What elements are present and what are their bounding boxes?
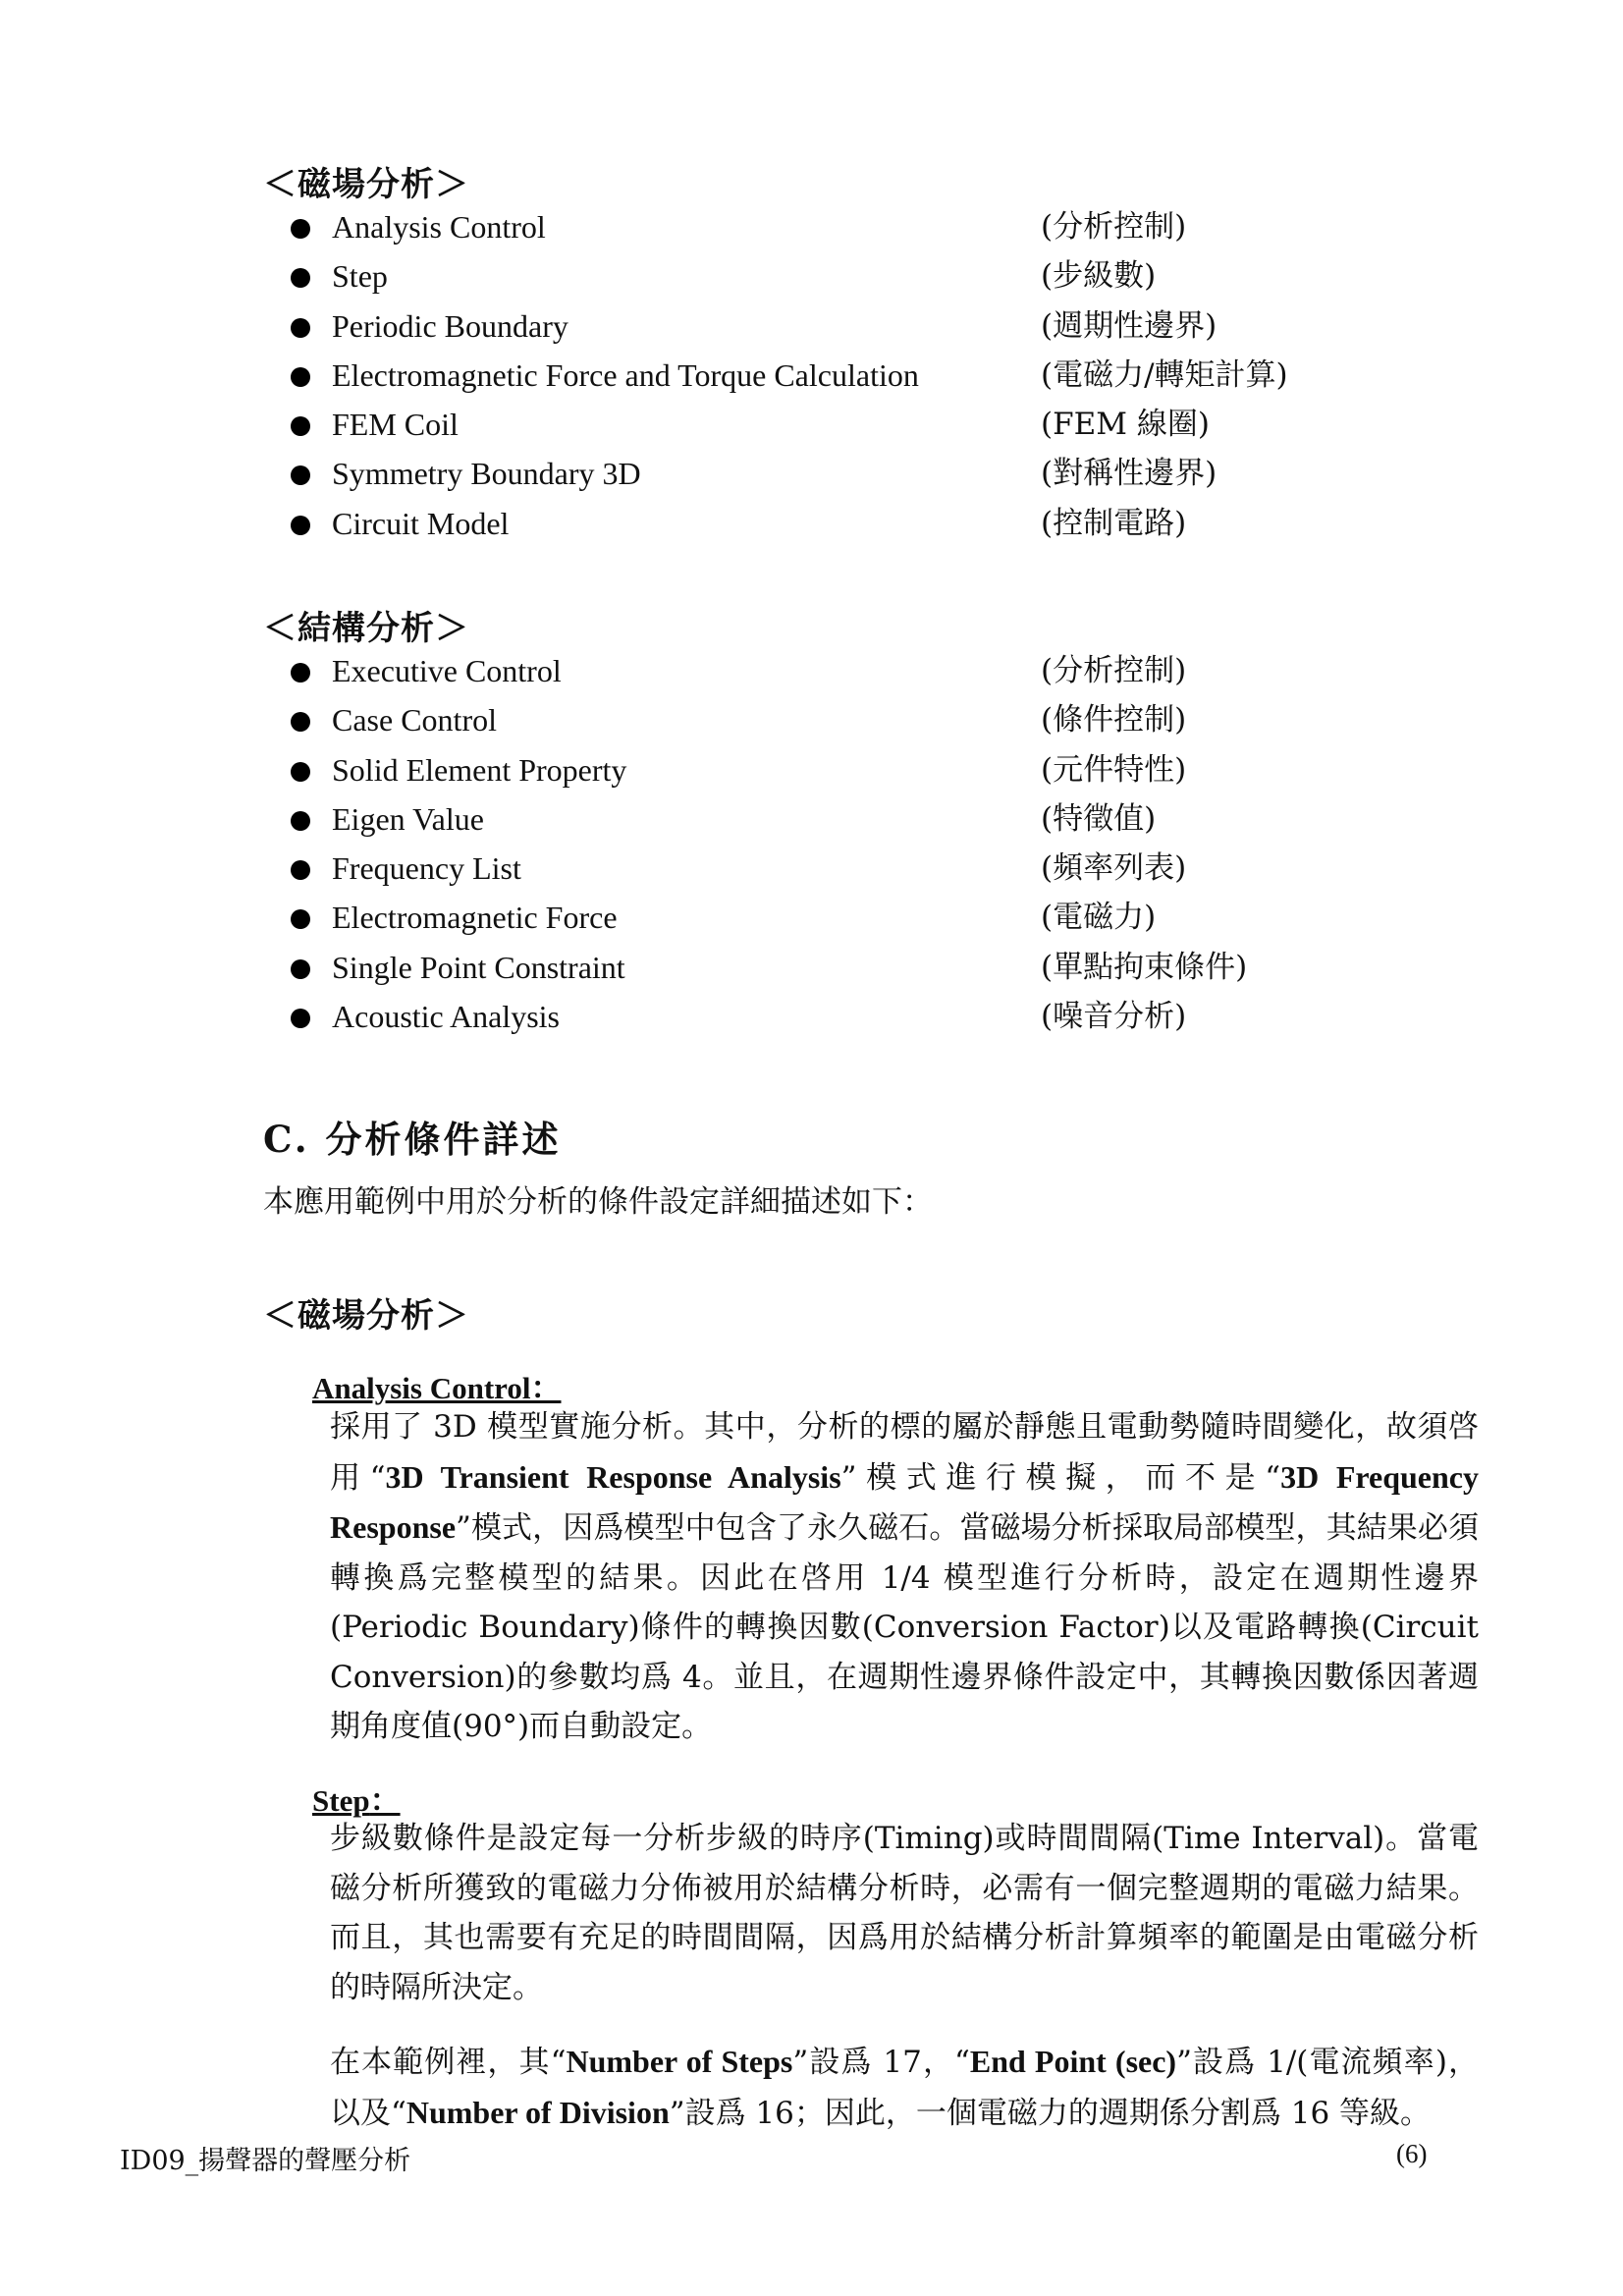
item-english: Executive Control xyxy=(332,653,562,688)
item-chinese: (步級數) xyxy=(1041,258,1157,295)
bullet-icon xyxy=(291,516,310,535)
list-item xyxy=(291,844,1371,893)
item-english: Electromagnetic Force xyxy=(332,900,618,936)
item-chinese: (對稱性邊界) xyxy=(1041,456,1217,492)
step-paragraph-1: 步級數條件是設定每一分析步級的時序(Timing)或時間間隔(Time Interval)。當電磁分析所獲致的電磁力分佈被用於結構分析時，必需有一個完整週期的電磁力結果。而且，其也需要有充足的時間間隔，因爲用於結構分析計算頻率的範圍是由電磁分析的時隔所決定。 xyxy=(330,1821,1479,2005)
list-item xyxy=(291,745,1371,794)
item-english: Case Control xyxy=(332,702,497,738)
item-english: Frequency List xyxy=(332,850,521,887)
item-chinese: (電磁力/轉矩計算) xyxy=(1041,356,1288,393)
bullet-icon xyxy=(291,219,310,239)
analysis-control-subheading xyxy=(312,1363,562,1407)
item-chinese: (週期性邊界) xyxy=(1041,307,1217,344)
list-item xyxy=(291,351,1371,400)
item-english: Symmetry Boundary 3D xyxy=(332,456,641,492)
item-english: Periodic Boundary xyxy=(332,307,568,344)
analysis-control-paragraph xyxy=(330,1402,1479,1752)
item-chinese: (分析控制) xyxy=(1041,209,1187,245)
item-english: Eigen Value xyxy=(332,800,484,837)
item-english: Solid Element Property xyxy=(332,751,627,788)
bullet-icon xyxy=(291,712,310,732)
bullet-icon xyxy=(291,959,310,979)
step-bold-1: Number of Steps xyxy=(566,2044,793,2079)
list-item xyxy=(291,646,1371,695)
list-item xyxy=(291,301,1371,351)
step-label: Step xyxy=(312,1783,370,1818)
list-item xyxy=(291,695,1371,744)
bullet-icon xyxy=(291,909,310,929)
magnetic-analysis-detail-heading: ＜磁場分析＞ xyxy=(263,1296,469,1336)
step-text-1: 在本範例裡，其“ xyxy=(330,2045,567,2080)
item-chinese: (元件特性) xyxy=(1041,751,1187,788)
footer-document-id: ID09_揚聲器的聲壓分析 xyxy=(120,2146,411,2176)
list-item xyxy=(291,893,1371,942)
footer-page-number: (6) xyxy=(1396,2139,1428,2168)
section-c-title: C. 分析條件詳述 xyxy=(263,1118,562,1161)
list-item xyxy=(291,943,1371,992)
section-c-intro: 本應用範例中用於分析的條件設定詳細描述如下： xyxy=(263,1184,933,1220)
bullet-icon xyxy=(291,811,310,831)
item-chinese: (電磁力) xyxy=(1041,900,1157,936)
item-chinese: (單點拘束條件) xyxy=(1041,949,1248,985)
analysis-control-colon: ： xyxy=(530,1371,562,1406)
item-english: Circuit Model xyxy=(332,505,510,541)
item-chinese: (FEM 線圈) xyxy=(1041,407,1210,443)
bullet-icon xyxy=(291,663,310,683)
magnetic-analysis-list xyxy=(291,202,1371,548)
analysis-control-text-2: ”模式進行模擬，而不是“ xyxy=(840,1459,1281,1496)
step-text-3: ”設爲 1/(電流頻率)，以及“ xyxy=(330,2045,1480,2131)
item-english: FEM Coil xyxy=(332,407,459,443)
analysis-control-bold-1: 3D Transient Response Analysis xyxy=(385,1458,841,1495)
list-item xyxy=(291,449,1371,498)
list-item xyxy=(291,992,1371,1041)
step-bold-2: End Point (sec) xyxy=(969,2044,1177,2079)
item-english: Analysis Control xyxy=(332,209,546,245)
bullet-icon xyxy=(291,318,310,338)
item-english: Acoustic Analysis xyxy=(332,999,560,1035)
item-chinese: (條件控制) xyxy=(1041,702,1187,738)
item-chinese: (頻率列表) xyxy=(1041,850,1187,887)
bullet-icon xyxy=(291,367,310,387)
bullet-icon xyxy=(291,268,310,288)
list-item xyxy=(291,251,1371,301)
list-item xyxy=(291,499,1371,548)
step-text-2: ”設爲 17，“ xyxy=(792,2045,970,2080)
item-english: Single Point Constraint xyxy=(332,949,625,985)
step-text-4: ”設爲 16；因此，一個電磁力的週期係分割爲 16 等級。 xyxy=(669,2095,1432,2131)
item-chinese: (特徵值) xyxy=(1041,800,1157,837)
magnetic-analysis-heading: ＜磁場分析＞ xyxy=(263,165,469,204)
item-english: Step xyxy=(332,258,388,295)
step-bold-3: Number of Division xyxy=(406,2094,670,2130)
item-chinese: (噪音分析) xyxy=(1041,999,1187,1035)
bullet-icon xyxy=(291,860,310,880)
analysis-control-text-1: 採用了 3D 模型實施分析。其中，分析的標的屬於靜態且電動勢隨時間變化，故須啓用“ xyxy=(330,1409,1479,1496)
analysis-control-label: Analysis Control xyxy=(312,1371,531,1405)
list-item xyxy=(291,202,1371,251)
item-english: Electromagnetic Force and Torque Calculation xyxy=(332,356,919,393)
list-item xyxy=(291,794,1371,844)
structural-analysis-list xyxy=(291,646,1371,1041)
bullet-icon xyxy=(291,416,310,436)
bullet-icon xyxy=(291,465,310,485)
analysis-control-text-3: ”模式，因爲模型中包含了永久磁石。當磁場分析採取局部模型，其結果必須轉換爲完整模型的結果。因此在啓用 1/4 模型進行分析時，設定在週期性邊界(Periodic Boundary)條件的轉換因數(Conversion Factor)以及電路轉換(Circuit Conversion)的參數均爲 4。並且，在週期性邊界條件設定中，其轉換因數係因著週期角度值(90°)而自動設定。 xyxy=(330,1510,1479,1744)
bullet-icon xyxy=(291,1009,310,1028)
step-paragraph-2 xyxy=(330,2037,1479,2138)
list-item xyxy=(291,400,1371,449)
analysis-control-bold-2: 3D Frequency Response xyxy=(330,1458,1480,1545)
structural-analysis-heading: ＜結構分析＞ xyxy=(263,609,469,648)
item-chinese: (分析控制) xyxy=(1041,653,1187,688)
item-chinese: (控制電路) xyxy=(1041,505,1187,541)
bullet-icon xyxy=(291,762,310,782)
step-colon: ： xyxy=(369,1783,401,1819)
